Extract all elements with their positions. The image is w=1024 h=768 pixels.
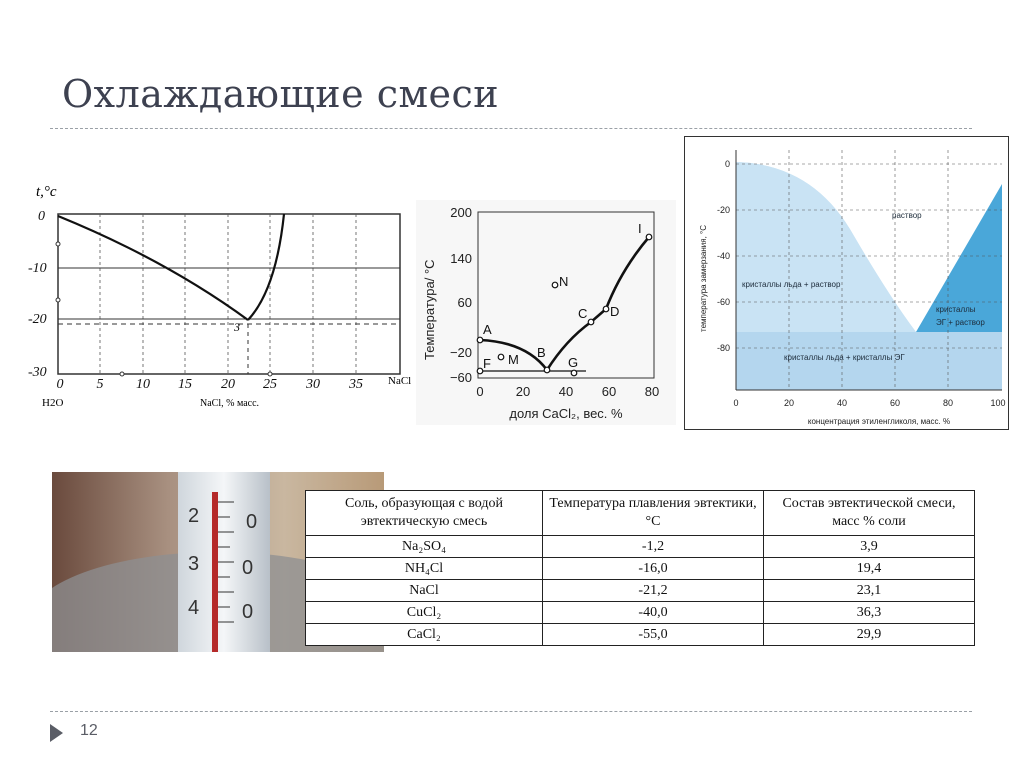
region-ice-solution: кристаллы льда + раствор	[742, 280, 841, 289]
x-tick: 40	[836, 398, 848, 408]
page-number: 12	[80, 722, 98, 739]
y-tick: -80	[716, 343, 730, 353]
next-slide-arrow-icon[interactable]	[50, 724, 63, 742]
x-tick: 30	[306, 377, 320, 392]
x-axis-label: доля CaCl₂, вес. %	[509, 406, 623, 421]
column-header: Соль, образующая с водой эвтектическую смесь	[306, 491, 543, 536]
y-tick: -20	[28, 312, 47, 327]
y-tick: −60	[449, 370, 472, 385]
x-tick: 20	[221, 377, 235, 392]
scale-number: 0	[246, 511, 258, 533]
temperature-cell: -1,2	[543, 536, 764, 558]
point-label-g: G	[568, 355, 579, 370]
t-axis-label: t,°c	[36, 184, 57, 200]
x-tick: 20	[783, 398, 795, 408]
region-ice-eg: кристаллы льда + кристаллы ЭГ	[784, 353, 905, 362]
point-label-c: C	[578, 306, 588, 321]
x-tick: 80	[644, 384, 660, 399]
x-tick: 5	[96, 377, 104, 392]
temperature-cell: -16,0	[543, 558, 764, 580]
column-header: Температура плавления эвтектики, °С	[543, 491, 764, 536]
composition-cell: 23,1	[764, 580, 975, 602]
table-row	[306, 536, 975, 558]
ethylene-glycol-diagram	[684, 136, 1009, 430]
point-label-a: A	[483, 322, 492, 337]
composition-cell: 36,3	[764, 602, 975, 624]
y-tick: 0	[724, 159, 730, 169]
y-tick: 200	[450, 205, 472, 220]
salt-cell: Na₂SO₄	[306, 536, 543, 558]
x-tick: 40	[558, 384, 574, 399]
y-tick: 0	[38, 209, 45, 224]
y-tick: -40	[716, 251, 730, 261]
point-label-i: I	[638, 221, 642, 236]
composition-cell: 3,9	[764, 536, 975, 558]
x-tick: 60	[601, 384, 617, 399]
nacl-phase-diagram	[26, 180, 426, 415]
composition-cell: 29,9	[764, 624, 975, 646]
point-label-b: B	[537, 345, 546, 360]
x-tick: 25	[263, 377, 277, 392]
scale-number: 2	[188, 505, 200, 527]
x-tick: 100	[990, 398, 1006, 408]
region-eg-solution: ЭГ + раствор	[936, 318, 985, 327]
region-eg-solution: кристаллы	[936, 305, 976, 314]
point-label-m: M	[508, 352, 519, 367]
footer-divider	[50, 711, 972, 712]
y-tick: −20	[449, 345, 472, 360]
salt-cell: CaCl₂	[306, 624, 543, 646]
temperature-cell: -21,2	[543, 580, 764, 602]
x-tick: 20	[515, 384, 531, 399]
table-row	[306, 558, 975, 580]
region-solution: раствор	[892, 211, 922, 220]
point-label-f: F	[483, 356, 491, 371]
x-tick: 0	[56, 377, 64, 392]
salt-cell: NH₄Cl	[306, 558, 543, 580]
table-row	[306, 580, 975, 602]
table-row	[306, 624, 975, 646]
eutectic-table	[305, 490, 975, 646]
x-tick: 0	[733, 398, 739, 408]
x-tick: 80	[942, 398, 954, 408]
table-row	[306, 602, 975, 624]
point-label-d: D	[610, 304, 620, 319]
table-header-row	[306, 491, 975, 536]
salt-cell: CuCl₂	[306, 602, 543, 624]
y-tick: -10	[28, 261, 47, 276]
composition-cell: 19,4	[764, 558, 975, 580]
y-tick: 140	[450, 251, 472, 266]
column-header: Состав эвтектической смеси, масс % соли	[764, 491, 975, 536]
y-axis-label: температура замерзания, °C	[699, 225, 708, 332]
x-tick: 60	[889, 398, 901, 408]
y-tick: -20	[716, 205, 730, 215]
y-tick: -30	[28, 365, 47, 380]
y-tick: -60	[716, 297, 730, 307]
y-tick: 60	[457, 295, 472, 310]
scale-number: 3	[188, 553, 200, 575]
x-tick: 0	[476, 384, 484, 399]
slide-title: Охлаждающие смеси	[62, 72, 500, 116]
x-axis-label: концентрация этиленгликоля, масс. %	[807, 417, 951, 426]
scale-number: 0	[242, 601, 254, 623]
salt-cell: NaCl	[306, 580, 543, 602]
cacl2-phase-diagram	[416, 200, 676, 425]
eutectic-point-label: 3	[234, 320, 240, 334]
x-tick: 10	[136, 377, 150, 392]
y-axis-label: Температура/ °C	[422, 259, 437, 360]
temperature-cell: -40,0	[543, 602, 764, 624]
scale-number: 4	[188, 597, 200, 619]
point-label-n: N	[559, 274, 569, 289]
h2o-label: H2O	[42, 397, 64, 409]
temperature-cell: -55,0	[543, 624, 764, 646]
x-tick: 35	[349, 377, 363, 392]
x-end-label: NaCl	[388, 375, 412, 387]
x-axis-label: NaCl, % масс.	[200, 398, 260, 409]
title-divider	[50, 128, 972, 129]
scale-number: 0	[242, 557, 254, 579]
x-tick: 15	[178, 377, 192, 392]
